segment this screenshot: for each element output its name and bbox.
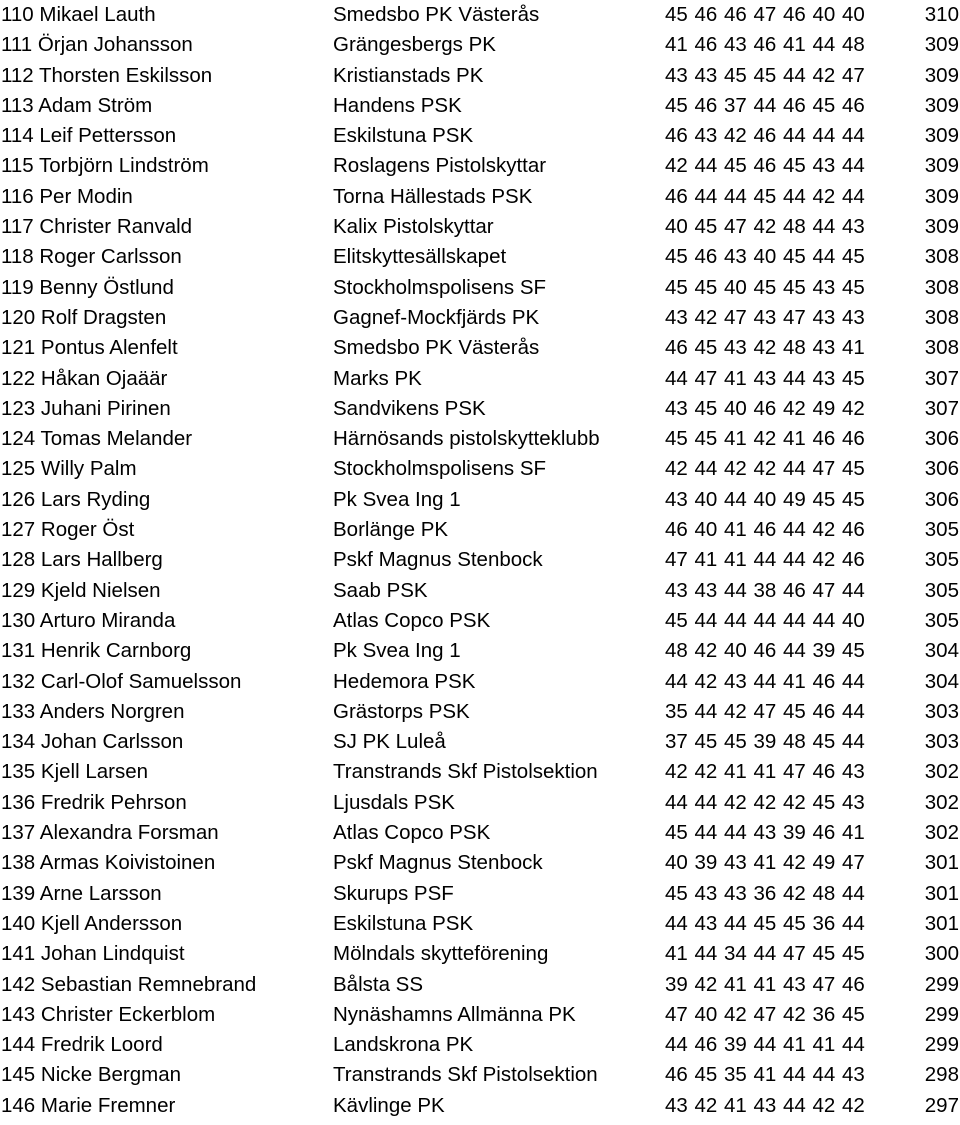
series-scores: 44 43 44 45 45 36 44 (665, 911, 865, 935)
club-name: Stockholmspolisens SF (333, 275, 547, 299)
competitor-name: 141 Johan Lindquist (1, 942, 185, 966)
competitor-name: 129 Kjeld Nielsen (1, 578, 161, 602)
competitor-name: 131 Henrik Carnborg (1, 639, 192, 663)
result-row (0, 485, 960, 515)
total-score: 307 (924, 396, 959, 420)
series-scores: 40 39 43 41 42 49 47 (665, 851, 865, 875)
result-row (0, 636, 960, 666)
club-name: Sandvikens PSK (333, 396, 486, 420)
total-score: 307 (924, 366, 959, 390)
total-score: 308 (924, 305, 959, 329)
club-name: Landskrona PK (333, 1033, 474, 1057)
series-scores: 43 42 47 43 47 43 43 (665, 305, 865, 329)
club-name: Gagnef-Mockfjärds PK (333, 305, 540, 329)
competitor-name: 127 Roger Öst (1, 518, 135, 542)
result-row (0, 909, 960, 939)
series-scores: 44 42 43 44 41 46 44 (665, 669, 865, 693)
result-row (0, 667, 960, 697)
result-row (0, 1091, 960, 1121)
result-row (0, 394, 960, 424)
competitor-name: 134 Johan Carlsson (1, 730, 184, 754)
series-scores: 43 43 45 45 44 42 47 (665, 63, 865, 87)
club-name: Smedsbo PK Västerås (333, 3, 540, 26)
result-row (0, 1000, 960, 1030)
club-name: Transtrands Skf Pistolsektion (333, 760, 598, 784)
result-row (0, 606, 960, 636)
total-score: 310 (924, 3, 959, 26)
total-score: 309 (924, 93, 959, 117)
competitor-name: 138 Armas Koivistoinen (1, 851, 216, 875)
series-scores: 41 46 43 46 41 44 48 (665, 33, 865, 57)
series-scores: 44 44 42 42 42 45 43 (665, 790, 865, 814)
total-score: 302 (924, 790, 959, 814)
result-row (0, 242, 960, 272)
total-score: 306 (924, 487, 959, 511)
total-score: 302 (924, 821, 959, 845)
series-scores: 47 40 42 47 42 36 45 (665, 1002, 865, 1026)
total-score: 309 (924, 124, 959, 148)
total-score: 301 (924, 881, 959, 905)
competitor-name: 146 Marie Fremner (1, 1093, 176, 1117)
competitor-name: 110 Mikael Lauth (1, 3, 156, 26)
series-scores: 43 43 44 38 46 47 44 (665, 578, 865, 602)
competitor-name: 125 Willy Palm (1, 457, 137, 481)
series-scores: 35 44 42 47 45 46 44 (665, 699, 865, 723)
result-row (0, 939, 960, 969)
series-scores: 46 45 35 41 44 44 43 (665, 1063, 865, 1087)
series-scores: 45 46 46 47 46 40 40 (665, 3, 865, 26)
club-name: Nynäshamns Allmänna PK (333, 1002, 576, 1026)
competitor-name: 115 Torbjörn Lindström (1, 154, 209, 178)
competitor-name: 114 Leif Pettersson (1, 124, 177, 148)
series-scores: 40 45 47 42 48 44 43 (665, 215, 865, 239)
competitor-name: 126 Lars Ryding (1, 487, 151, 511)
series-scores: 45 43 43 36 42 48 44 (665, 881, 865, 905)
competitor-name: 120 Rolf Dragsten (1, 305, 167, 329)
series-scores: 46 43 42 46 44 44 44 (665, 124, 865, 148)
series-scores: 44 47 41 43 44 43 45 (665, 366, 865, 390)
series-scores: 46 40 41 46 44 42 46 (665, 518, 865, 542)
club-name: Torna Hällestads PSK (333, 184, 533, 208)
club-name: Roslagens Pistolskyttar (333, 154, 547, 178)
result-row (0, 818, 960, 848)
competitor-name: 128 Lars Hallberg (1, 548, 163, 572)
competitor-name: 118 Roger Carlsson (1, 245, 182, 269)
result-row (0, 364, 960, 394)
club-name: Stockholmspolisens SF (333, 457, 547, 481)
series-scores: 45 46 43 40 45 44 45 (665, 245, 865, 269)
competitor-name: 144 Fredrik Loord (1, 1033, 163, 1057)
competitor-name: 145 Nicke Bergman (1, 1063, 182, 1087)
series-scores: 46 44 44 45 44 42 44 (665, 184, 865, 208)
series-scores: 48 42 40 46 44 39 45 (665, 639, 865, 663)
total-score: 308 (924, 336, 959, 360)
result-row (0, 454, 960, 484)
competitor-name: 122 Håkan Ojaäär (1, 366, 168, 390)
club-name: Grängesbergs PK (333, 33, 496, 57)
club-name: Pskf Magnus Stenbock (333, 548, 543, 572)
club-name: Skurups PSF (333, 881, 454, 905)
club-name: Eskilstuna PSK (333, 124, 474, 148)
series-scores: 42 42 41 41 47 46 43 (665, 760, 865, 784)
competitor-name: 137 Alexandra Forsman (1, 821, 219, 845)
result-row (0, 576, 960, 606)
result-row (0, 545, 960, 575)
total-score: 309 (924, 63, 959, 87)
series-scores: 43 45 40 46 42 49 42 (665, 396, 865, 420)
total-score: 300 (924, 942, 959, 966)
series-scores: 45 45 40 45 45 43 45 (665, 275, 865, 299)
series-scores: 43 40 44 40 49 45 45 (665, 487, 865, 511)
club-name: Mölndals skytteförening (333, 942, 549, 966)
result-row (0, 182, 960, 212)
result-row (0, 757, 960, 787)
total-score: 308 (924, 275, 959, 299)
series-scores: 42 44 45 46 45 43 44 (665, 154, 865, 178)
club-name: Handens PSK (333, 93, 462, 117)
competitor-name: 133 Anders Norgren (1, 699, 185, 723)
total-score: 308 (924, 245, 959, 269)
series-scores: 47 41 41 44 44 42 46 (665, 548, 865, 572)
total-score: 301 (924, 911, 959, 935)
total-score: 301 (924, 851, 959, 875)
total-score: 303 (924, 730, 959, 754)
club-name: Hedemora PSK (333, 669, 476, 693)
club-name: Transtrands Skf Pistolsektion (333, 1063, 598, 1087)
competitor-name: 143 Christer Eckerblom (1, 1002, 216, 1026)
competitor-name: 136 Fredrik Pehrson (1, 790, 187, 814)
result-row (0, 424, 960, 454)
total-score: 297 (924, 1093, 959, 1117)
total-score: 306 (924, 427, 959, 451)
result-row (0, 61, 960, 91)
result-row (0, 273, 960, 303)
total-score: 309 (924, 33, 959, 57)
club-name: Kävlinge PK (333, 1093, 445, 1117)
result-row (0, 0, 960, 30)
competitor-name: 111 Örjan Johansson (1, 33, 193, 57)
competitor-name: 130 Arturo Miranda (1, 608, 176, 632)
result-row (0, 212, 960, 242)
competitor-name: 140 Kjell Andersson (1, 911, 183, 935)
competitor-name: 123 Juhani Pirinen (1, 396, 171, 420)
series-scores: 46 45 43 42 48 43 41 (665, 336, 865, 360)
club-name: Eskilstuna PSK (333, 911, 474, 935)
club-name: Pk Svea Ing 1 (333, 487, 461, 511)
result-row (0, 697, 960, 727)
club-name: Pskf Magnus Stenbock (333, 851, 543, 875)
total-score: 305 (924, 548, 959, 572)
result-row (0, 848, 960, 878)
result-row (0, 303, 960, 333)
series-scores: 43 42 41 43 44 42 42 (665, 1093, 865, 1117)
competitor-name: 117 Christer Ranvald (1, 215, 193, 239)
club-name: Ljusdals PSK (333, 790, 455, 814)
series-scores: 39 42 41 41 43 47 46 (665, 972, 865, 996)
result-row (0, 970, 960, 1000)
total-score: 309 (924, 184, 959, 208)
total-score: 299 (924, 972, 959, 996)
club-name: Pk Svea Ing 1 (333, 639, 461, 663)
series-scores: 42 44 42 42 44 47 45 (665, 457, 865, 481)
series-scores: 45 46 37 44 46 45 46 (665, 93, 865, 117)
club-name: Kristianstads PK (333, 63, 484, 87)
club-name: Härnösands pistolskytteklubb (333, 427, 600, 451)
total-score: 302 (924, 760, 959, 784)
result-row (0, 151, 960, 181)
total-score: 305 (924, 578, 959, 602)
result-row (0, 515, 960, 545)
club-name: Marks PK (333, 366, 422, 390)
series-scores: 44 46 39 44 41 41 44 (665, 1033, 865, 1057)
competitor-name: 139 Arne Larsson (1, 881, 162, 905)
competitor-name: 124 Tomas Melander (1, 427, 193, 451)
series-scores: 41 44 34 44 47 45 45 (665, 942, 865, 966)
club-name: Atlas Copco PSK (333, 608, 491, 632)
result-row (0, 879, 960, 909)
total-score: 309 (924, 154, 959, 178)
result-row (0, 727, 960, 757)
total-score: 309 (924, 215, 959, 239)
series-scores: 45 45 41 42 41 46 46 (665, 427, 865, 451)
result-row (0, 121, 960, 151)
competitor-name: 121 Pontus Alenfelt (1, 336, 178, 360)
total-score: 305 (924, 518, 959, 542)
competitor-name: 116 Per Modin (1, 184, 133, 208)
club-name: Borlänge PK (333, 518, 449, 542)
series-scores: 45 44 44 43 39 46 41 (665, 821, 865, 845)
result-row (0, 333, 960, 363)
result-row (0, 30, 960, 60)
club-name: Elitskyttesällskapet (333, 245, 507, 269)
competitor-name: 119 Benny Östlund (1, 275, 174, 299)
club-name: Atlas Copco PSK (333, 821, 491, 845)
result-row (0, 1030, 960, 1060)
club-name: Kalix Pistolskyttar (333, 215, 494, 239)
total-score: 306 (924, 457, 959, 481)
total-score: 303 (924, 699, 959, 723)
club-name: SJ PK Luleå (333, 730, 446, 754)
club-name: Grästorps PSK (333, 699, 470, 723)
club-name: Smedsbo PK Västerås (333, 336, 540, 360)
total-score: 305 (924, 608, 959, 632)
result-row (0, 1060, 960, 1090)
competitor-name: 142 Sebastian Remnebrand (1, 972, 257, 996)
club-name: Saab PSK (333, 578, 428, 602)
competitor-name: 132 Carl-Olof Samuelsson (1, 669, 242, 693)
total-score: 298 (924, 1063, 959, 1087)
series-scores: 45 44 44 44 44 44 40 (665, 608, 865, 632)
competitor-name: 135 Kjell Larsen (1, 760, 149, 784)
series-scores: 37 45 45 39 48 45 44 (665, 730, 865, 754)
total-score: 299 (924, 1002, 959, 1026)
total-score: 304 (924, 639, 959, 663)
competitor-name: 113 Adam Ström (1, 93, 153, 117)
total-score: 304 (924, 669, 959, 693)
competitor-name: 112 Thorsten Eskilsson (1, 63, 213, 87)
result-row (0, 91, 960, 121)
total-score: 299 (924, 1033, 959, 1057)
result-row (0, 788, 960, 818)
club-name: Bålsta SS (333, 972, 424, 996)
